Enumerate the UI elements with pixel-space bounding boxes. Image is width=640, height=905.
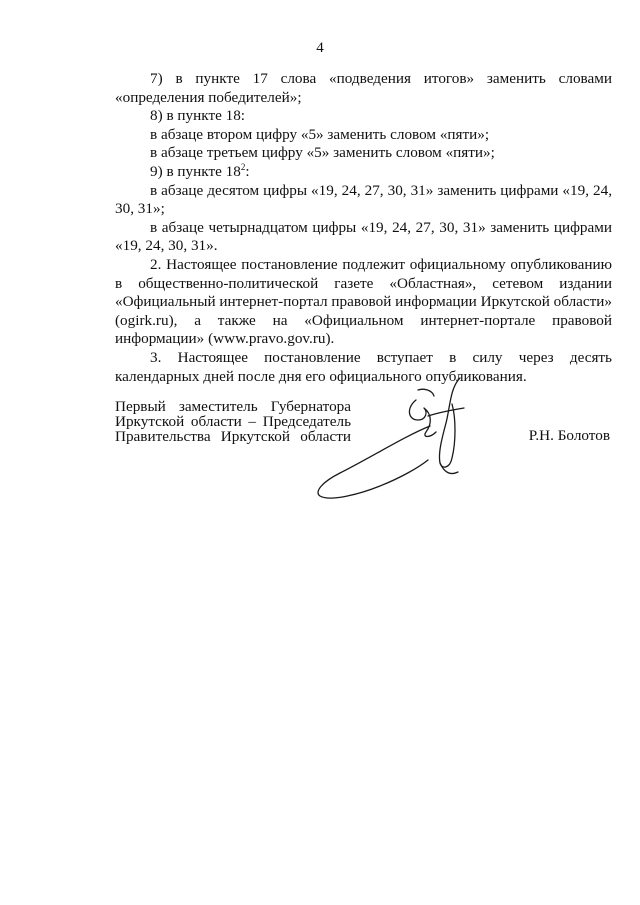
handwritten-signature-icon	[300, 368, 500, 508]
paragraph-item-9-abzac-14: в абзаце четырнадцатом цифры «19, 24, 27, 30, 31» заменить цифрами «19, 24, 30, 31».	[115, 218, 612, 255]
paragraph-item-8-abzac-3: в абзаце третьем цифру «5» заменить словом «пяти»;	[150, 144, 495, 162]
paragraph-publication: 2. Настоящее постановление подлежит официальному опубликованию в общественно-политической газете «Областная», сетевом издании «Официальный интернет-портал правовой информации Иркутской области» (ogirk.ru), а также на «Официальном интернет-портале правовой информации» (www.pravo.gov.ru).	[115, 255, 612, 348]
paragraph-item-7: 7) в пункте 17 слова «подведения итогов» заменить словами «определения победителей»;	[115, 70, 612, 106]
paragraph-item-8-abzac-2: в абзаце втором цифру «5» заменить словом «пяти»;	[150, 125, 490, 143]
signatory-name: Р.Н. Болотов	[528, 427, 610, 444]
signatory-position-line-1: Первый заместитель Губернатора	[115, 398, 351, 415]
paragraph-item-9-text: 9) в пункте 18	[150, 162, 241, 180]
page-number: 4	[316, 40, 324, 56]
document-body	[115, 70, 612, 386]
paragraph-item-9-colon: :	[245, 162, 250, 180]
paragraph-effective-date: 3. Настоящее постановление вступает в силу через десять календарных дней после дня его официального опубликования.	[115, 348, 612, 385]
paragraph-item-8: 8) в пункте 18:	[150, 107, 246, 125]
signatory-position-line-3: Правительства Иркутской области	[115, 428, 351, 445]
paragraph-item-9	[115, 163, 612, 182]
paragraph-item-9-abzac-10: в абзаце десятом цифры «19, 24, 27, 30, 31» заменить цифрами «19, 24, 30, 31»;	[115, 181, 612, 218]
paragraph-item-9-superscript: 2	[240, 161, 246, 172]
signatory-position-line-2: Иркутской области – Председатель	[115, 413, 351, 430]
